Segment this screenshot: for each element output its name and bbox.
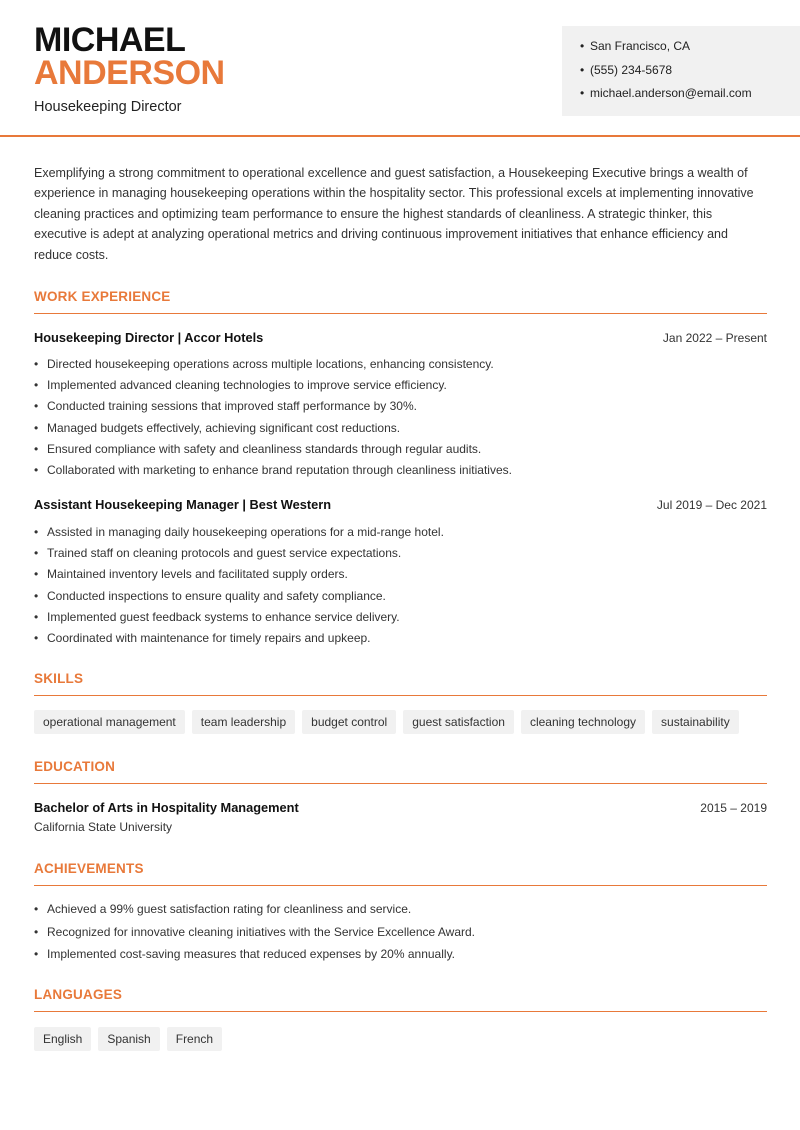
list-item-text: Assisted in managing daily housekeeping operations for a mid-range hotel. — [47, 525, 444, 539]
list-item — [34, 901, 767, 924]
section-title-languages: LANGUAGES — [34, 987, 767, 1012]
list-item-text: Achieved a 99% guest satisfaction rating for cleanliness and service. — [47, 902, 412, 916]
contact-email[interactable] — [580, 85, 800, 109]
bullet-icon: • — [34, 378, 39, 393]
list-item-text: Implemented guest feedback systems to enhance service delivery. — [47, 609, 400, 624]
bullet-icon: • — [34, 609, 39, 624]
contact-box — [562, 26, 800, 116]
list-item — [34, 356, 767, 377]
job-title: Housekeeping Director — [34, 99, 182, 115]
bullet-icon: • — [580, 86, 585, 100]
list-item — [34, 420, 767, 441]
skill-tag: guest satisfaction — [403, 710, 514, 734]
list-item-text: Implemented cost-saving measures that reduced expenses by 20% annually. — [47, 947, 456, 961]
bullet-icon: • — [580, 39, 585, 53]
skill-tag: operational management — [34, 710, 185, 734]
job-title-company: Housekeeping Director | Accor Hotels — [34, 330, 264, 345]
list-item — [34, 630, 767, 651]
degree-title: Bachelor of Arts in Hospitality Management — [34, 800, 299, 815]
section-title-work-experience: WORK EXPERIENCE — [34, 289, 767, 314]
languages-tag-list — [34, 1027, 222, 1051]
list-item-text: Conducted training sessions that improved staff performance by 30%. — [47, 399, 417, 414]
bullet-icon: • — [34, 947, 39, 961]
bullet-icon: • — [34, 924, 39, 939]
school-name: California State University — [34, 820, 173, 834]
list-item — [34, 524, 767, 545]
language-tag: English — [34, 1027, 91, 1051]
bullet-icon: • — [34, 357, 39, 371]
list-item — [34, 398, 767, 419]
section-title-education: EDUCATION — [34, 759, 767, 784]
summary-paragraph: Exemplifying a strong commitment to operational excellence and guest satisfaction, a Housekeeping Executive brings a wealth of experience in managing housekeeping operations within the hospitality sector. This professional excels at implementing innovative cleaning practices and optimizing team performance to ensure the highest standards of cleanliness. A strategic thinker, this executive is adept at analyzing operational metrics and driving continuous improvement initiatives that enhance efficiency and reduce costs. — [34, 166, 754, 262]
job-bullet-list — [34, 524, 767, 651]
bullet-icon: • — [34, 441, 39, 456]
education-dates: 2015 – 2019 — [700, 801, 767, 815]
list-item — [34, 588, 767, 609]
section-title-skills: SKILLS — [34, 671, 767, 696]
list-item — [34, 377, 767, 398]
skill-tag: cleaning technology — [521, 710, 645, 734]
list-item — [34, 566, 767, 587]
list-item — [34, 946, 767, 969]
list-item — [34, 545, 767, 566]
job-entry-header — [34, 330, 767, 345]
bullet-icon: • — [34, 546, 39, 561]
bullet-icon: • — [34, 902, 39, 916]
bullet-icon: • — [34, 420, 39, 435]
list-item-text: Maintained inventory levels and facilitated supply orders. — [47, 567, 348, 582]
job-entry-header — [34, 497, 767, 512]
job-title-company: Assistant Housekeeping Manager | Best Western — [34, 497, 332, 512]
bullet-icon: • — [34, 525, 39, 539]
last-name: ANDERSON — [34, 54, 225, 92]
candidate-name — [34, 21, 225, 92]
contact-location — [580, 38, 800, 62]
bullet-icon: • — [34, 462, 39, 477]
list-item-text: Managed budgets effectively, achieving significant cost reductions. — [47, 420, 401, 435]
job-bullet-list — [34, 356, 767, 483]
skill-tag: team leadership — [192, 710, 295, 734]
list-item-text: Trained staff on cleaning protocols and guest service expectations. — [47, 546, 402, 561]
email-text[interactable]: michael.anderson@email.com — [590, 86, 752, 100]
list-item — [34, 609, 767, 630]
list-item-text: Recognized for innovative cleaning initiatives with the Service Excellence Award. — [47, 924, 476, 939]
language-tag: French — [167, 1027, 222, 1051]
achievements-list — [34, 901, 767, 969]
education-entry-header — [34, 800, 767, 815]
list-item-text: Implemented advanced cleaning technologies to improve service efficiency. — [47, 378, 447, 393]
language-tag: Spanish — [98, 1027, 159, 1051]
contact-phone — [580, 62, 800, 86]
skills-tag-list — [34, 710, 739, 734]
list-item-text: Conducted inspections to ensure quality and safety compliance. — [47, 588, 386, 603]
bullet-icon: • — [34, 399, 39, 414]
list-item-text: Ensured compliance with safety and cleanliness standards through regular audits. — [47, 441, 482, 456]
list-item-text: Directed housekeeping operations across multiple locations, enhancing consistency. — [47, 357, 494, 371]
list-item — [34, 462, 767, 483]
first-name: MICHAEL — [34, 21, 186, 59]
list-item — [34, 924, 767, 947]
skill-tag: budget control — [302, 710, 396, 734]
phone-text: (555) 234-5678 — [590, 62, 673, 77]
skill-tag: sustainability — [652, 710, 739, 734]
list-item — [34, 441, 767, 462]
location-text: San Francisco, CA — [590, 39, 691, 53]
list-item-text: Collaborated with marketing to enhance brand reputation through cleanliness initiatives. — [47, 462, 512, 477]
bullet-icon: • — [580, 62, 585, 77]
bullet-icon: • — [34, 630, 39, 645]
list-item-text: Coordinated with maintenance for timely repairs and upkeep. — [47, 630, 371, 645]
job-dates: Jan 2022 – Present — [662, 331, 767, 345]
job-dates: Jul 2019 – Dec 2021 — [656, 498, 767, 512]
bullet-icon: • — [34, 588, 39, 603]
resume-header — [0, 0, 800, 137]
bullet-icon: • — [34, 567, 39, 582]
section-title-achievements: ACHIEVEMENTS — [34, 861, 767, 886]
